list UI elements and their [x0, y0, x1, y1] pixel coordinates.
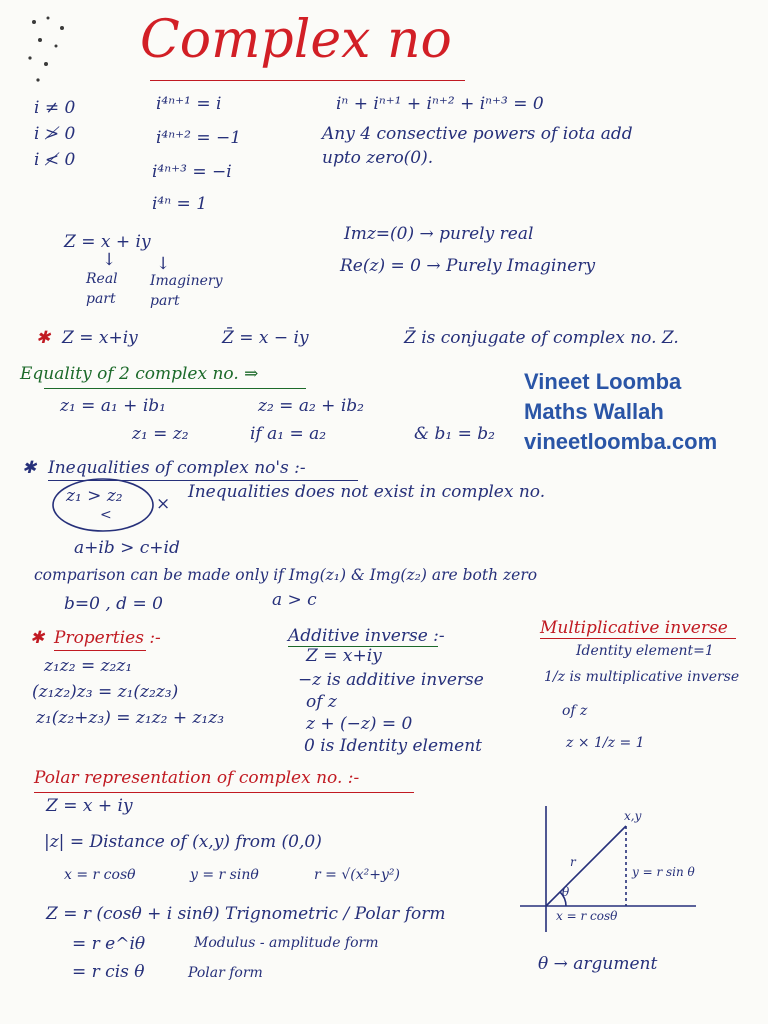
- inequality-result: a > c: [272, 590, 317, 610]
- conjugate-z: Z = x+iy: [62, 328, 138, 348]
- star-bullet: ✱: [22, 458, 37, 478]
- properties-heading: Properties :-: [54, 628, 161, 648]
- power-4n-plus-3: i⁴ⁿ⁺³ = −i: [152, 162, 232, 182]
- power-note-2: upto zero(0).: [322, 148, 434, 168]
- power-4n: i⁴ⁿ = 1: [152, 194, 208, 214]
- purely-real: Imz=(0) → purely real: [344, 224, 534, 244]
- polar-cis-label: Polar form: [188, 965, 263, 981]
- watermark-site: vineetloomba.com: [524, 429, 718, 454]
- star-bullet: ✱: [30, 628, 45, 648]
- argand-r-label: r: [570, 855, 576, 869]
- equality-if: if a₁ = a₂: [250, 424, 327, 444]
- inequality-condition: b=0 , d = 0: [64, 594, 163, 614]
- polar-argument: θ → argument: [538, 954, 658, 974]
- conjugate-note: Z̄ is conjugate of complex no. Z.: [404, 328, 679, 348]
- watermark-brand: Maths Wallah: [524, 399, 664, 424]
- polar-x: x = r cosθ: [64, 867, 136, 883]
- additive-line-3: of z: [306, 692, 337, 712]
- equality-z1: z₁ = a₁ + ib₁: [60, 396, 166, 416]
- property-distributive: z₁(z₂+z₃) = z₁z₂ + z₁z₃: [36, 708, 225, 728]
- inequality-comparison: comparison can be made only if Img(z₁) & Img(z₂) are both zero: [34, 566, 538, 584]
- argand-y-label: y = r sin θ: [632, 865, 695, 879]
- watermark-name: Vineet Loomba: [524, 369, 682, 394]
- conjugate-zbar: Z̄ = x − iy: [222, 328, 309, 348]
- multiplicative-line-3: of z: [562, 703, 588, 719]
- property-commutative: z₁z₂ = z₂z₁: [44, 656, 133, 676]
- imag-label: Imaginery: [150, 273, 223, 289]
- additive-line-4: z + (−z) = 0: [306, 714, 413, 734]
- power-4n-plus-2: i⁴ⁿ⁺² = −1: [156, 128, 242, 148]
- inequality-heading: Inequalities of complex no's :-: [48, 458, 306, 478]
- power-note-1: Any 4 consective powers of iota add: [322, 124, 633, 144]
- polar-exponential: = r e^iθ: [72, 934, 146, 954]
- additive-line-5: 0 is Identity element: [304, 736, 483, 756]
- equality-and: & b₁ = b₂: [414, 424, 495, 444]
- multiplicative-line-1: Identity element=1: [576, 643, 714, 659]
- i-not-less-zero: i ≮ 0: [34, 150, 76, 170]
- page-title: Complex no: [140, 10, 452, 70]
- star-bullet: ✱: [36, 328, 51, 348]
- purely-imaginary: Re(z) = 0 → Purely Imaginery: [340, 256, 596, 276]
- equality-eq: z₁ = z₂: [132, 424, 189, 444]
- equality-heading: Equality of 2 complex no. ⇒: [20, 364, 259, 384]
- inequality-note: Inequalities does not exist in complex no.: [188, 482, 546, 502]
- multiplicative-heading: Multiplicative inverse: [540, 618, 728, 638]
- polar-modulus: |z| = Distance of (x,y) from (0,0): [44, 832, 322, 852]
- polar-z: Z = x + iy: [46, 796, 133, 816]
- inequality-expr: a+ib > c+id: [74, 538, 180, 558]
- inequality-circle-top: z₁ > z₂: [66, 486, 123, 506]
- additive-line-1: Z = x+iy: [306, 646, 382, 666]
- multiplicative-line-2: 1/z is multiplicative inverse: [544, 669, 740, 685]
- multiplicative-line-4: z × 1/z = 1: [566, 735, 645, 751]
- argand-theta-label: θ: [562, 885, 570, 899]
- cross-mark: ×: [156, 494, 171, 514]
- argand-point-label: x,y: [624, 809, 642, 823]
- equality-z2: z₂ = a₂ + ib₂: [258, 396, 364, 416]
- imag-arrow: ↓: [156, 254, 171, 274]
- power-4n-plus-1: i⁴ⁿ⁺¹ = i: [156, 94, 222, 114]
- polar-exponential-label: Modulus - amplitude form: [194, 935, 379, 951]
- property-associative: (z₁z₂)z₃ = z₁(z₂z₃): [32, 682, 179, 702]
- polar-cis: = r cis θ: [72, 962, 145, 982]
- imag-part-label: part: [150, 293, 180, 309]
- i-not-greater-zero: i ≯ 0: [34, 124, 76, 144]
- polar-trig-form: Z = r (cosθ + i sinθ) Trignometric / Polar form: [46, 904, 446, 924]
- argand-x-label: x = r cosθ: [556, 909, 618, 923]
- polar-heading: Polar representation of complex no. :-: [34, 768, 360, 788]
- additive-heading: Additive inverse :-: [288, 626, 445, 646]
- z-form: Z = x + iy: [64, 232, 151, 252]
- additive-line-2: −z is additive inverse: [298, 670, 484, 690]
- real-label: Real: [86, 271, 118, 287]
- polar-y: y = r sinθ: [190, 867, 259, 883]
- real-part-label: part: [86, 291, 116, 307]
- power-sum: iⁿ + iⁿ⁺¹ + iⁿ⁺² + iⁿ⁺³ = 0: [336, 94, 544, 114]
- polar-r: r = √(x²+y²): [314, 867, 400, 883]
- real-arrow: ↓: [102, 250, 117, 270]
- i-not-equal-zero: i ≠ 0: [34, 98, 76, 118]
- inequality-circle-bottom: <: [100, 507, 112, 523]
